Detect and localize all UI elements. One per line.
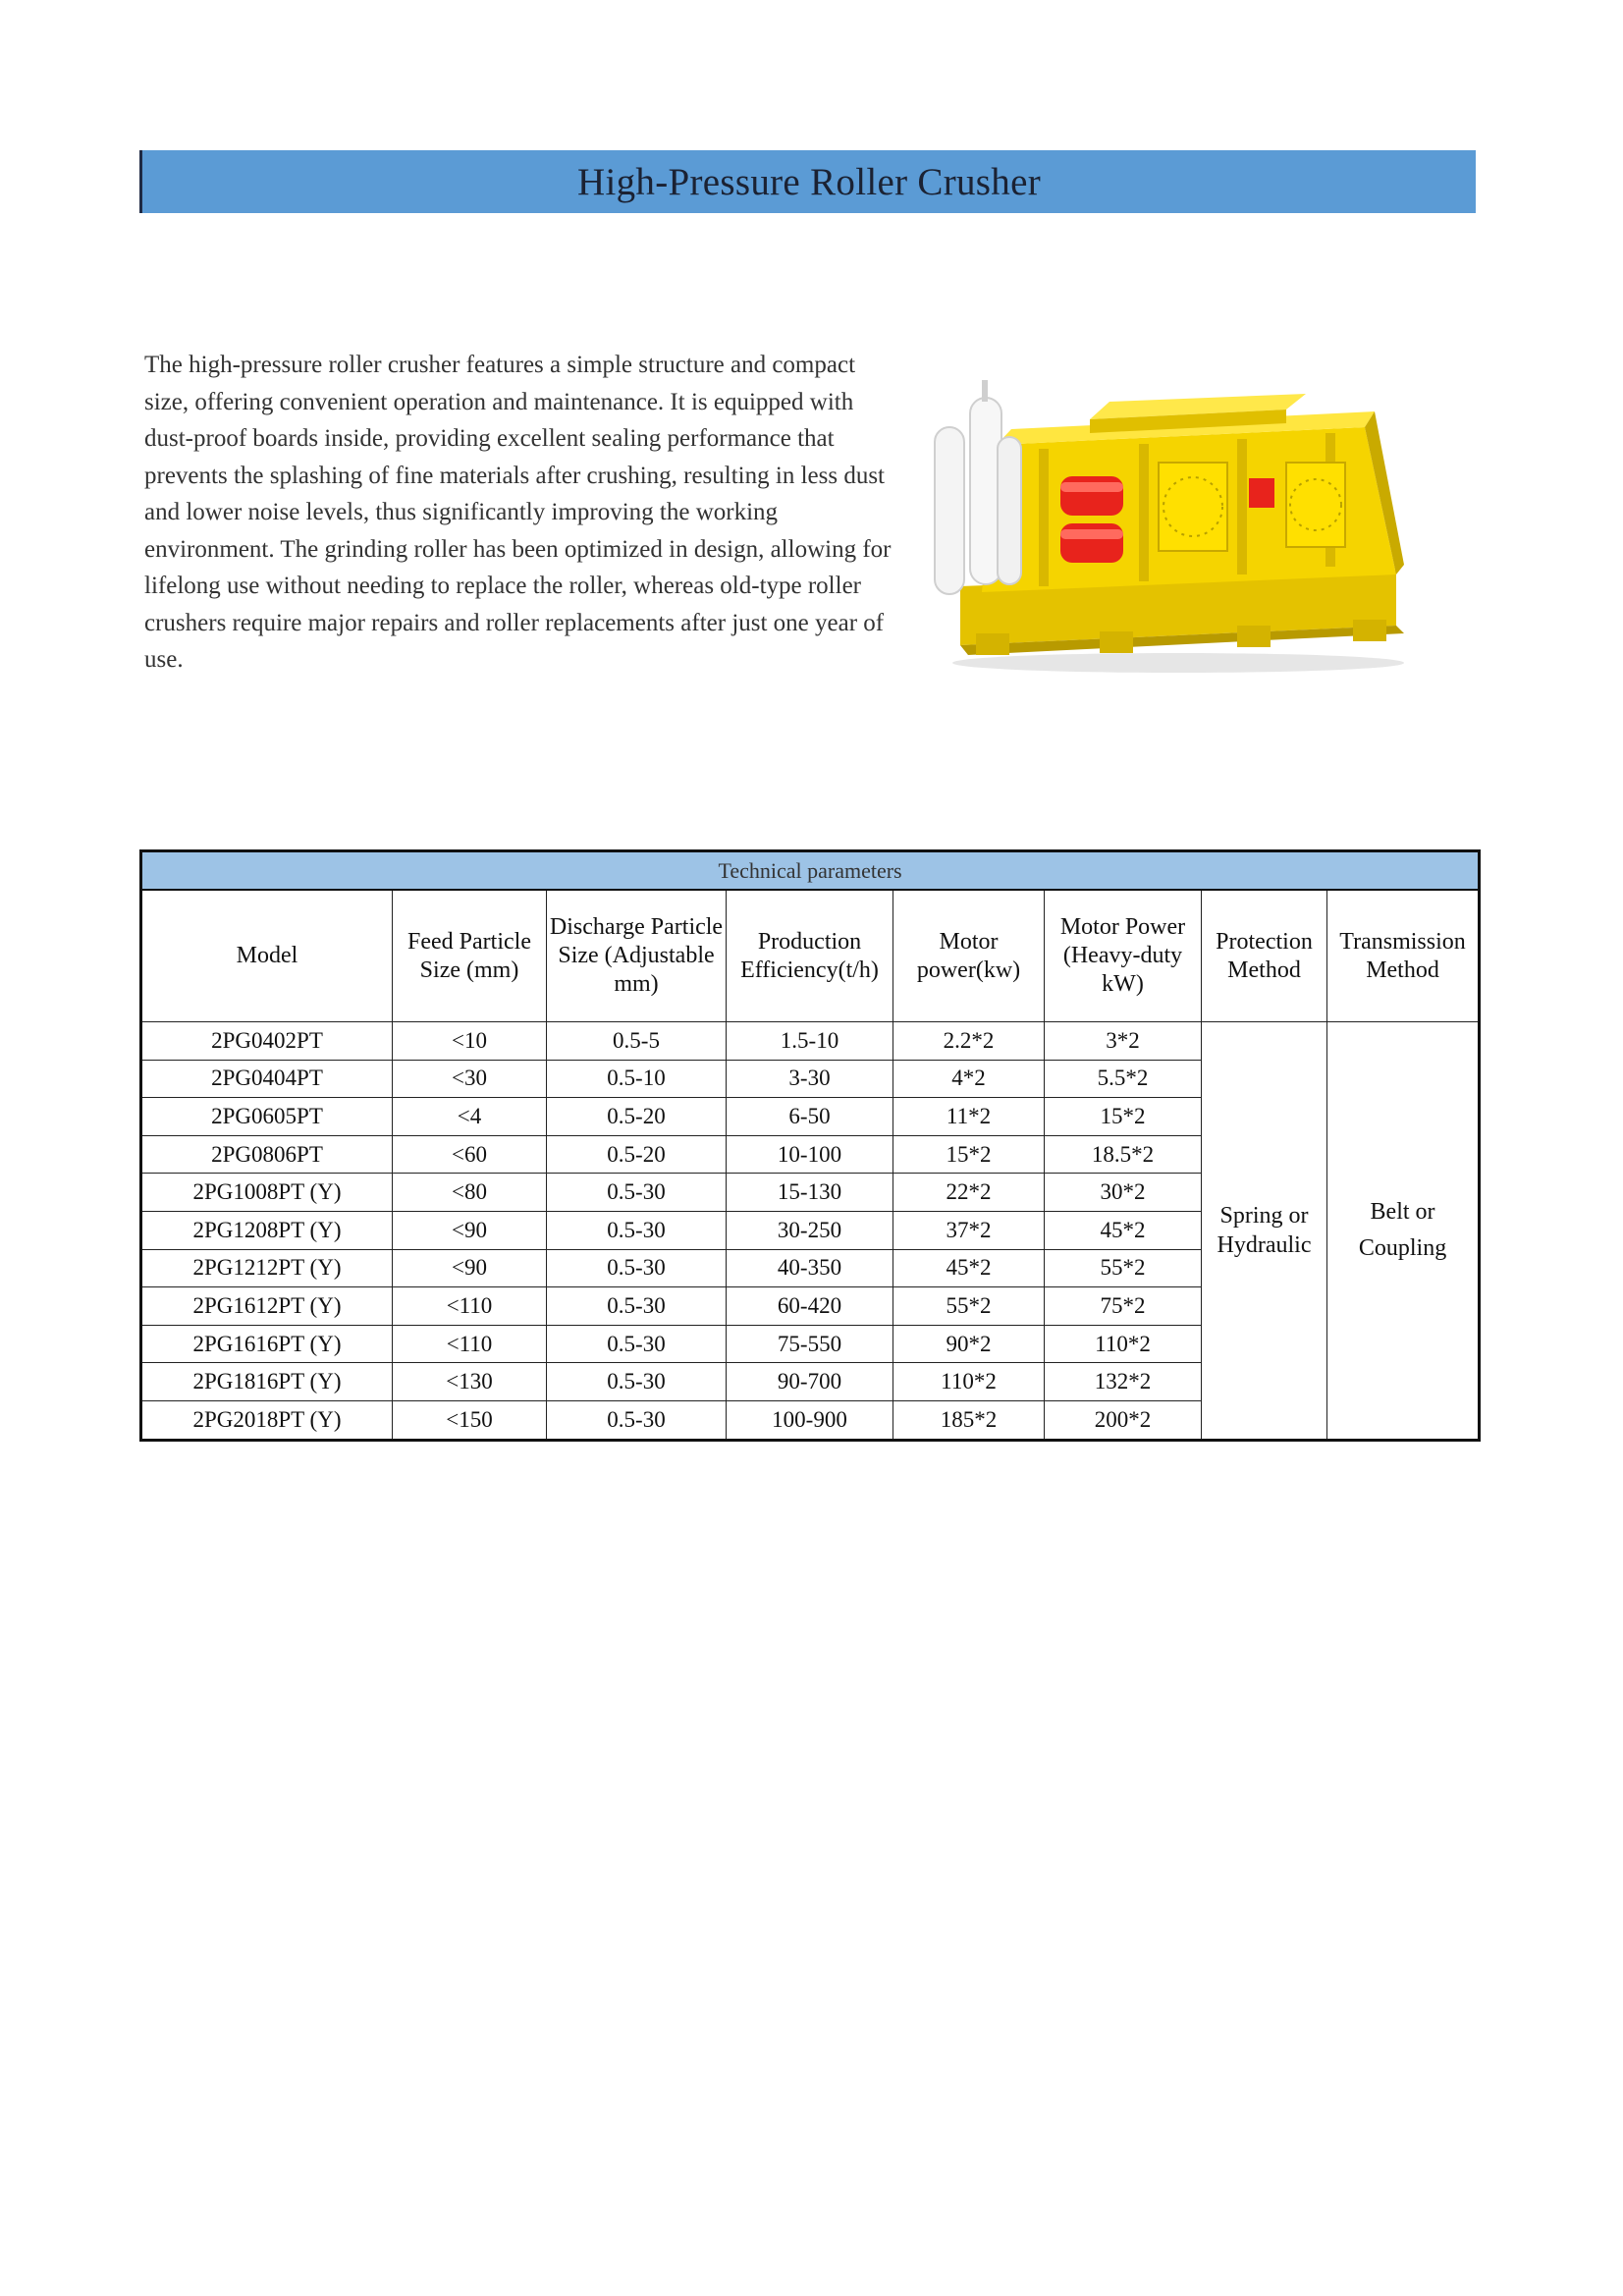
cell-discharge-size: 0.5-30 xyxy=(547,1287,727,1326)
cell-model: 2PG1208PT (Y) xyxy=(141,1211,393,1249)
cell-efficiency: 90-700 xyxy=(727,1363,893,1401)
cell-discharge-size: 0.5-30 xyxy=(547,1174,727,1212)
cell-feed-size: <150 xyxy=(393,1400,547,1440)
cell-motor-power-heavy: 30*2 xyxy=(1045,1174,1202,1212)
cell-motor-power-heavy: 110*2 xyxy=(1045,1325,1202,1363)
cell-motor-power: 15*2 xyxy=(893,1135,1045,1174)
cell-feed-size: <90 xyxy=(393,1249,547,1287)
cell-motor-power: 90*2 xyxy=(893,1325,1045,1363)
cell-discharge-size: 0.5-30 xyxy=(547,1211,727,1249)
cell-feed-size: <80 xyxy=(393,1174,547,1212)
cell-model: 2PG0806PT xyxy=(141,1135,393,1174)
header-protection-method: Protection Method xyxy=(1202,890,1327,1022)
cell-efficiency: 15-130 xyxy=(727,1174,893,1212)
cell-feed-size: <4 xyxy=(393,1098,547,1136)
cell-motor-power: 185*2 xyxy=(893,1400,1045,1440)
table-caption: Technical parameters xyxy=(141,851,1480,891)
cell-model: 2PG1616PT (Y) xyxy=(141,1325,393,1363)
cell-discharge-size: 0.5-5 xyxy=(547,1022,727,1061)
header-production-efficiency: Production Efficiency(t/h) xyxy=(727,890,893,1022)
cell-feed-size: <10 xyxy=(393,1022,547,1061)
cell-efficiency: 75-550 xyxy=(727,1325,893,1363)
cell-motor-power-heavy: 5.5*2 xyxy=(1045,1060,1202,1098)
header-feed-size: Feed Particle Size (mm) xyxy=(393,890,547,1022)
cell-model: 2PG1008PT (Y) xyxy=(141,1174,393,1212)
cell-model: 2PG1612PT (Y) xyxy=(141,1287,393,1326)
cell-efficiency: 30-250 xyxy=(727,1211,893,1249)
cell-motor-power: 45*2 xyxy=(893,1249,1045,1287)
table-body xyxy=(141,1022,1480,1441)
cell-motor-power-heavy: 200*2 xyxy=(1045,1400,1202,1440)
cell-model: 2PG0402PT xyxy=(141,1022,393,1061)
cell-model: 2PG0605PT xyxy=(141,1098,393,1136)
cell-motor-power-heavy: 3*2 xyxy=(1045,1022,1202,1061)
cell-motor-power: 22*2 xyxy=(893,1174,1045,1212)
cell-feed-size: <110 xyxy=(393,1325,547,1363)
cell-model: 2PG1816PT (Y) xyxy=(141,1363,393,1401)
cell-efficiency: 40-350 xyxy=(727,1249,893,1287)
cell-motor-power-heavy: 18.5*2 xyxy=(1045,1135,1202,1174)
cell-motor-power-heavy: 15*2 xyxy=(1045,1098,1202,1136)
cell-protection-method: Spring or Hydraulic xyxy=(1202,1022,1327,1441)
header-transmission-method: Transmission Method xyxy=(1327,890,1480,1022)
cell-discharge-size: 0.5-30 xyxy=(547,1363,727,1401)
cell-discharge-size: 0.5-30 xyxy=(547,1400,727,1440)
cell-motor-power-heavy: 132*2 xyxy=(1045,1363,1202,1401)
cell-discharge-size: 0.5-30 xyxy=(547,1249,727,1287)
cell-motor-power: 37*2 xyxy=(893,1211,1045,1249)
table-row xyxy=(141,1022,1480,1061)
header-discharge-size: Discharge Particle Size (Adjustable mm) xyxy=(547,890,727,1022)
page-title: High-Pressure Roller Crusher xyxy=(577,160,1041,203)
cell-feed-size: <110 xyxy=(393,1287,547,1326)
cell-motor-power: 4*2 xyxy=(893,1060,1045,1098)
cell-efficiency: 3-30 xyxy=(727,1060,893,1098)
technical-parameters-table xyxy=(139,849,1481,1442)
cell-model: 2PG1212PT (Y) xyxy=(141,1249,393,1287)
cell-feed-size: <60 xyxy=(393,1135,547,1174)
cell-discharge-size: 0.5-20 xyxy=(547,1135,727,1174)
cell-motor-power: 110*2 xyxy=(893,1363,1045,1401)
header-motor-power: Motor power(kw) xyxy=(893,890,1045,1022)
cell-motor-power-heavy: 75*2 xyxy=(1045,1287,1202,1326)
cell-efficiency: 6-50 xyxy=(727,1098,893,1136)
cell-discharge-size: 0.5-20 xyxy=(547,1098,727,1136)
cell-discharge-size: 0.5-10 xyxy=(547,1060,727,1098)
cell-efficiency: 1.5-10 xyxy=(727,1022,893,1061)
cell-efficiency: 10-100 xyxy=(727,1135,893,1174)
cell-model: 2PG0404PT xyxy=(141,1060,393,1098)
cell-feed-size: <90 xyxy=(393,1211,547,1249)
header-model: Model xyxy=(141,890,393,1022)
cell-motor-power-heavy: 55*2 xyxy=(1045,1249,1202,1287)
intro-paragraph: The high-pressure roller crusher features a simple structure and compact size, offering convenient operation and maintenance. It is equipped with dust-proof boards inside, providing excellent sealing performance that prevents the splashing of fine materials after crushing, resulting in less dust and lower noise levels, thus significantly improving the working environment. The grinding roller has been optimized in design, allowing for lifelong use without needing to replace the roller, whereas old-type roller crushers require major repairs and roller replacements after just one year of use. xyxy=(144,352,892,673)
header-motor-power-heavy: Motor Power (Heavy-duty kW) xyxy=(1045,890,1202,1022)
cell-feed-size: <30 xyxy=(393,1060,547,1098)
cell-transmission-method: Belt or Coupling xyxy=(1327,1022,1480,1441)
roller-crusher-image xyxy=(913,368,1424,683)
cell-model: 2PG2018PT (Y) xyxy=(141,1400,393,1440)
cell-motor-power: 2.2*2 xyxy=(893,1022,1045,1061)
cell-efficiency: 60-420 xyxy=(727,1287,893,1326)
cell-motor-power: 55*2 xyxy=(893,1287,1045,1326)
title-bar xyxy=(139,150,1476,213)
cell-feed-size: <130 xyxy=(393,1363,547,1401)
cell-discharge-size: 0.5-30 xyxy=(547,1325,727,1363)
cell-motor-power: 11*2 xyxy=(893,1098,1045,1136)
cell-motor-power-heavy: 45*2 xyxy=(1045,1211,1202,1249)
cell-efficiency: 100-900 xyxy=(727,1400,893,1440)
